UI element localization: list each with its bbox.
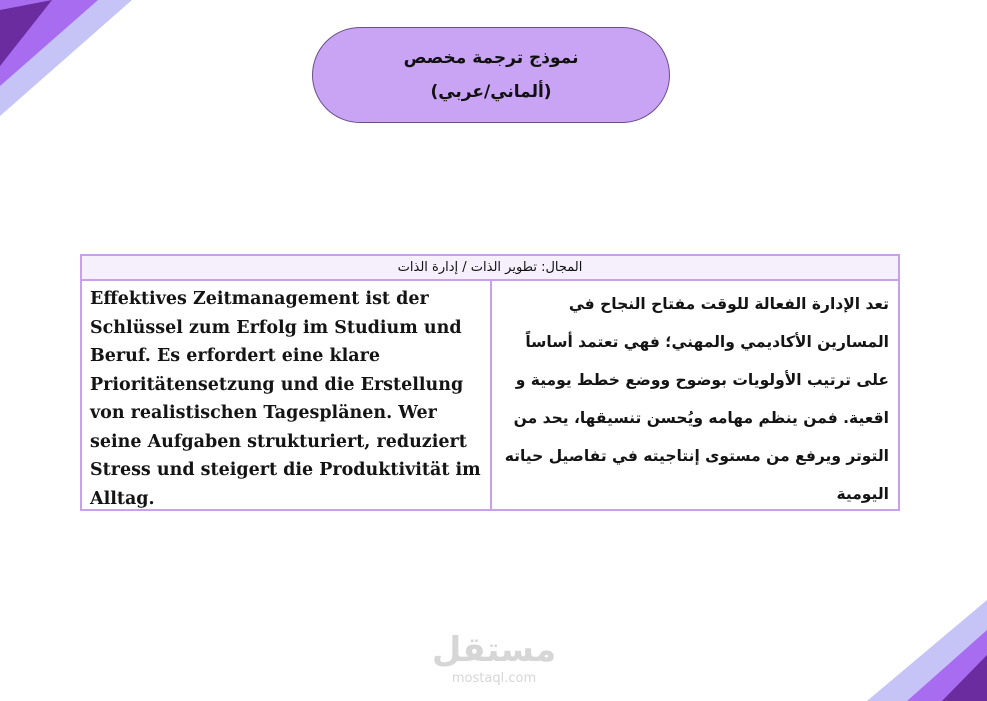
corner-decoration-bottom-right (867, 600, 987, 701)
domain-label: المجال: تطوير الذات / إدارة الذات (397, 260, 583, 275)
watermark-url: mostaql.com (451, 671, 537, 686)
german-source-text: Effektives Zeitmanagement ist der Schlüssel zum Erfolg im Studium und Beruf. Es erfordert eine klare Prioritätensetzung und die Erstellung von realistischen Tagesplänen. Wer seine Aufgaben strukturiert, reduziert Stress und steigert die Produktivität im Alltag. (82, 281, 492, 509)
arabic-translation-text: تعد الإدارة الفعالة للوقت مفتاح النجاح في المسارين الأكاديمي والمهني؛ فهي تعتمد أساساً على ترتيب الأولويات بوضوح ووضع خطط يومية و اقعية. فمن ينظم مهامه ويُحسن تنسيقها، يحد من التوتر ويرفع من مستوى إنتاجيته في تفاصيل حياته اليومية (504, 295, 889, 503)
table-body (82, 281, 898, 509)
corner-decoration-top-left (0, 0, 140, 120)
translation-table (80, 254, 900, 511)
mostaql-watermark (420, 630, 568, 686)
title-line-2: (ألماني/عربي) (430, 82, 552, 102)
table-header (82, 256, 898, 281)
watermark-logo: مستقل (431, 630, 557, 670)
title-banner (312, 27, 670, 123)
title-line-1: نموذج ترجمة مخصص (403, 48, 579, 68)
